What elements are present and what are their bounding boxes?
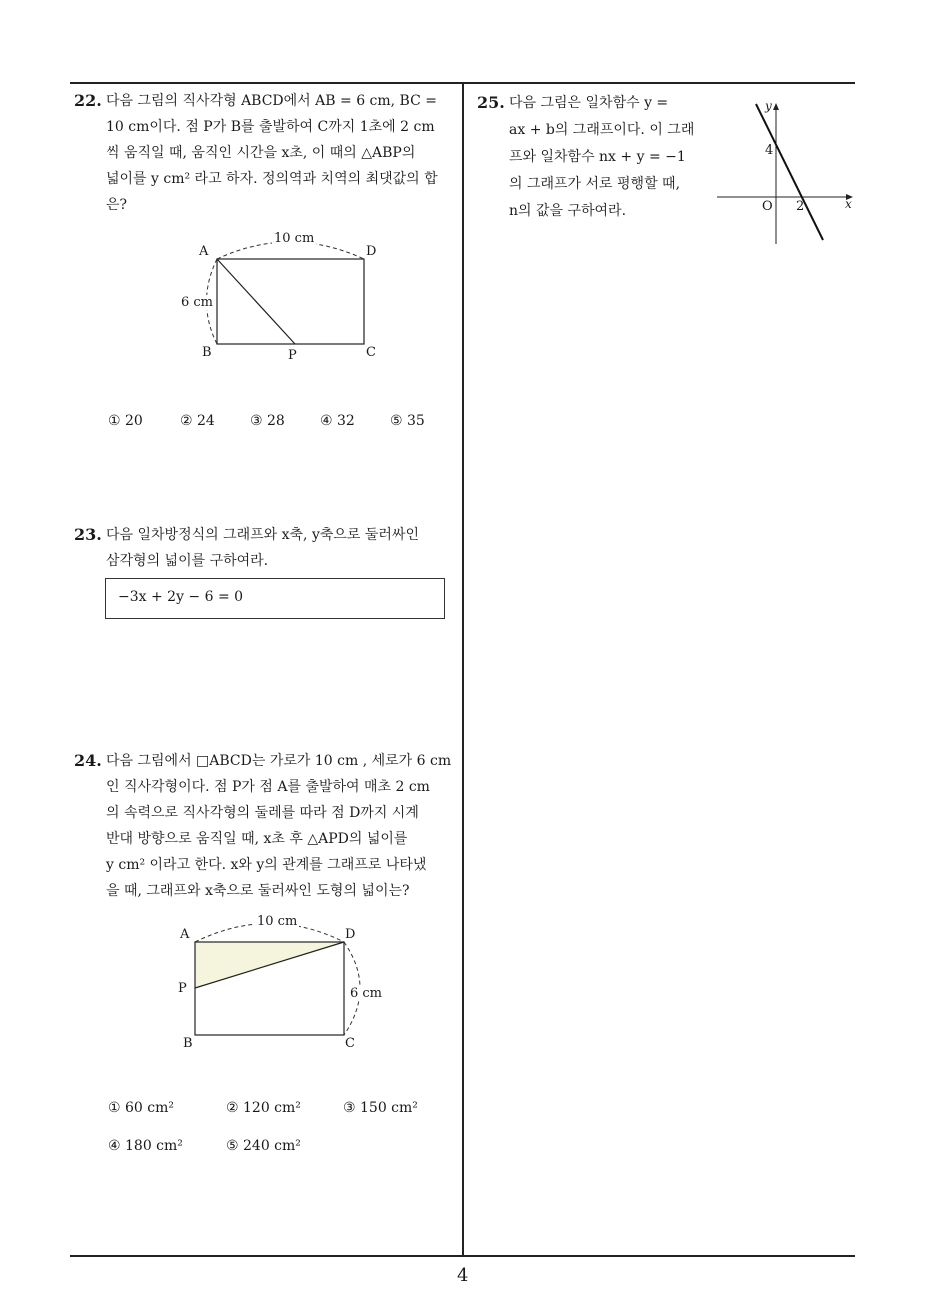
question-text-line: 10 cm이다. 점 P가 B를 출발하여 C까지 1초에 2 cm <box>106 119 435 135</box>
question-text-line: 다음 그림에서 □ABCD는 가로가 10 cm , 세로가 6 cm <box>106 753 452 769</box>
question-text-line: 넓이를 y cm² 라고 하자. 정의역과 치역의 최댓값의 합 <box>106 171 438 187</box>
option-4[interactable]: ④ 32 <box>320 413 355 429</box>
label-b: B <box>202 345 212 360</box>
x-intercept-label: 2 <box>796 199 805 214</box>
question-text-line: 삼각형의 넓이를 구하여라. <box>106 553 269 569</box>
option-1[interactable]: ① 20 <box>108 413 143 429</box>
option-1[interactable]: ① 60 cm² <box>108 1100 174 1116</box>
label-p: P <box>178 981 187 996</box>
option-5[interactable]: ⑤ 240 cm² <box>226 1138 301 1154</box>
label-d: D <box>366 244 377 259</box>
question-number: 22. <box>74 91 102 110</box>
option-3[interactable]: ③ 28 <box>250 413 285 429</box>
question-number: 24. <box>74 751 102 770</box>
option-3[interactable]: ③ 150 cm² <box>343 1100 418 1116</box>
label-side-length: 6 cm <box>181 295 214 310</box>
question-text-line: 을 때, 그래프와 x축으로 둘러싸인 도형의 넓이는? <box>106 883 410 899</box>
label-c: C <box>345 1036 355 1051</box>
question-text-line: 은? <box>106 197 128 213</box>
option-2[interactable]: ② 24 <box>180 413 215 429</box>
question-text-line: 프와 일차함수 nx + y = −1 <box>509 149 686 165</box>
y-axis-label: y <box>765 99 772 113</box>
label-top-length: 10 cm <box>274 231 315 246</box>
equation: −3x + 2y − 6 = 0 <box>118 589 244 605</box>
label-side-length: 6 cm <box>350 986 383 1001</box>
y-intercept-label: 4 <box>765 143 774 158</box>
page-number: 4 <box>457 1265 469 1286</box>
question-text-line: 인 직사각형이다. 점 P가 점 A를 출발하여 매초 2 cm <box>106 779 430 795</box>
question-text-line: 의 속력으로 직사각형의 둘레를 따라 점 D까지 시계 <box>106 805 419 821</box>
option-4[interactable]: ④ 180 cm² <box>108 1138 183 1154</box>
question-text-line: 다음 그림의 직사각형 ABCD에서 AB = 6 cm, BC = <box>106 93 438 109</box>
label-a: A <box>199 244 209 259</box>
label-b: B <box>183 1036 193 1051</box>
label-d: D <box>345 927 356 942</box>
option-5[interactable]: ⑤ 35 <box>390 413 425 429</box>
function-line <box>756 104 823 240</box>
x-axis-label: x <box>845 197 852 211</box>
question-text-line: 씩 움직일 때, 움직인 시간을 x초, 이 때의 △ABP의 <box>106 145 416 161</box>
question-text-line: 의 그래프가 서로 평행할 때, <box>509 176 681 192</box>
label-top-length: 10 cm <box>257 914 298 929</box>
question-number: 23. <box>74 525 102 544</box>
label-a: A <box>180 927 190 942</box>
question-number: 25. <box>477 93 505 112</box>
option-2[interactable]: ② 120 cm² <box>226 1100 301 1116</box>
question-text-line: y cm² 이라고 한다. x와 y의 관계를 그래프로 나타냈 <box>106 857 427 873</box>
question-text-line: 반대 방향으로 움직일 때, x초 후 △APD의 넓이를 <box>106 831 408 847</box>
question-text-line: ax + b의 그래프이다. 이 그래 <box>509 122 695 138</box>
question-text-line: 다음 그림은 일차함수 y = <box>509 95 669 111</box>
label-c: C <box>366 345 376 360</box>
question-text-line: 다음 일차방정식의 그래프와 x축, y축으로 둘러싸인 <box>106 527 419 543</box>
origin-label: O <box>762 199 773 214</box>
label-p: P <box>288 348 297 363</box>
y-axis-arrow <box>773 103 779 110</box>
question-text-line: n의 값을 구하여라. <box>509 203 627 219</box>
